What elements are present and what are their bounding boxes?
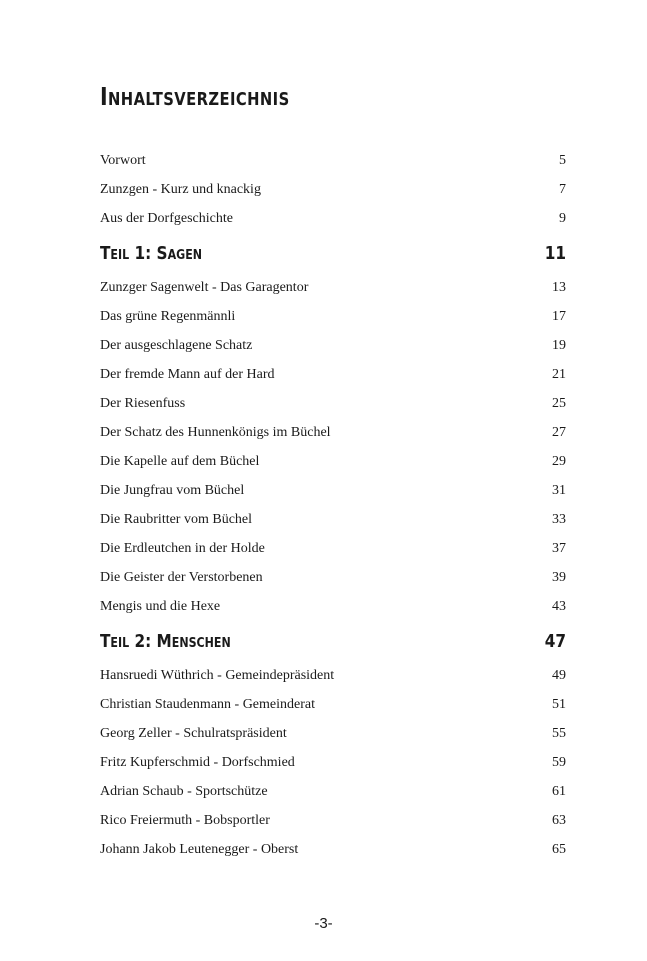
- toc-entry-title: Christian Staudenmann - Gemeinderat: [100, 697, 315, 712]
- toc-entry-page: 27: [552, 425, 566, 440]
- toc-entry: [100, 563, 566, 592]
- toc-entry: [100, 748, 566, 777]
- toc-entry-page: 25: [552, 396, 566, 411]
- toc-entry: [100, 719, 566, 748]
- toc-entry-title: Das grüne Regenmännli: [100, 309, 236, 324]
- toc-entry: [100, 534, 566, 563]
- toc-entry: [100, 592, 566, 621]
- toc-entry-page: 51: [552, 697, 566, 712]
- toc-entry: [100, 447, 566, 476]
- toc-entry: [100, 418, 566, 447]
- toc-entry: [100, 175, 566, 204]
- toc-entry-page: 55: [552, 726, 566, 741]
- toc-entry-page: 7: [559, 182, 566, 197]
- toc-entry-title: Georg Zeller - Schulratspräsident: [100, 726, 287, 741]
- toc-entry-page: 21: [552, 367, 566, 382]
- page-number: -3-: [314, 915, 333, 932]
- toc-part-title: Teil 2: Menschen: [100, 631, 231, 652]
- toc-part-heading: [100, 239, 566, 268]
- toc-entry-page: 19: [552, 338, 566, 353]
- toc-entry-title: Fritz Kupferschmid - Dorfschmied: [100, 755, 295, 770]
- toc-entry-title: Der ausgeschlagene Schatz: [100, 338, 253, 353]
- toc-part-heading: [100, 627, 566, 656]
- page-title: Inhaltsverzeichnis: [100, 82, 290, 111]
- toc-entry-page: 49: [552, 668, 566, 683]
- toc-entry-title: Rico Freiermuth - Bobsportler: [100, 813, 270, 828]
- toc-entry-page: 33: [552, 512, 566, 527]
- toc-entry: [100, 835, 566, 864]
- toc-entry: [100, 777, 566, 806]
- toc-entry: [100, 204, 566, 233]
- toc-entry-page: 13: [552, 280, 566, 295]
- toc-entry-title: Die Kapelle auf dem Büchel: [100, 454, 260, 469]
- toc-entry: [100, 273, 566, 302]
- toc-entry-title: Aus der Dorfgeschichte: [100, 211, 233, 226]
- toc-entry-page: 61: [552, 784, 566, 799]
- toc-entry-page: 29: [552, 454, 566, 469]
- toc-entry: [100, 476, 566, 505]
- toc-entry: [100, 146, 566, 175]
- toc-entry: [100, 505, 566, 534]
- toc-entry-page: 39: [552, 570, 566, 585]
- toc-entry-title: Zunzgen - Kurz und knackig: [100, 182, 261, 197]
- toc-entry-title: Adrian Schaub - Sportschütze: [100, 784, 268, 799]
- toc-entry-title: Der fremde Mann auf der Hard: [100, 367, 275, 382]
- toc-entry-page: 59: [552, 755, 566, 770]
- toc-part-page: 47: [544, 631, 566, 652]
- toc-entry: [100, 302, 566, 331]
- toc-entry-title: Der Schatz des Hunnenkönigs im Büchel: [100, 425, 331, 440]
- toc-entry-page: 65: [552, 842, 566, 857]
- toc-entry-page: 9: [559, 211, 566, 226]
- toc-entry-title: Mengis und die Hexe: [100, 599, 221, 614]
- toc-entry-page: 31: [552, 483, 566, 498]
- toc-entry: [100, 690, 566, 719]
- toc-entry-title: Vorwort: [100, 153, 146, 168]
- toc-entry-page: 43: [552, 599, 566, 614]
- toc-entry: [100, 806, 566, 835]
- toc-entry-title: Zunzger Sagenwelt - Das Garagentor: [100, 280, 309, 295]
- toc-entry: [100, 661, 566, 690]
- toc-part-title: Teil 1: Sagen: [100, 243, 202, 264]
- toc-entry: [100, 331, 566, 360]
- toc-entry-page: 5: [559, 153, 566, 168]
- toc-entry: [100, 389, 566, 418]
- toc-entry-title: Die Erdleutchen in der Holde: [100, 541, 265, 556]
- toc-entry-page: 37: [552, 541, 566, 556]
- toc-entry-page: 17: [552, 309, 566, 324]
- toc-entry-title: Die Raubritter vom Büchel: [100, 512, 253, 527]
- toc-part-page: 11: [544, 243, 566, 264]
- toc-entry: [100, 360, 566, 389]
- toc-entry-title: Die Jungfrau vom Büchel: [100, 483, 245, 498]
- toc-entry-title: Die Geister der Verstorbenen: [100, 570, 263, 585]
- toc-entry-title: Hansruedi Wüthrich - Gemeindepräsident: [100, 668, 335, 683]
- toc-entry-page: 63: [552, 813, 566, 828]
- toc-entry-title: Der Riesenfuss: [100, 396, 186, 411]
- toc-entry-title: Johann Jakob Leutenegger - Oberst: [100, 842, 299, 857]
